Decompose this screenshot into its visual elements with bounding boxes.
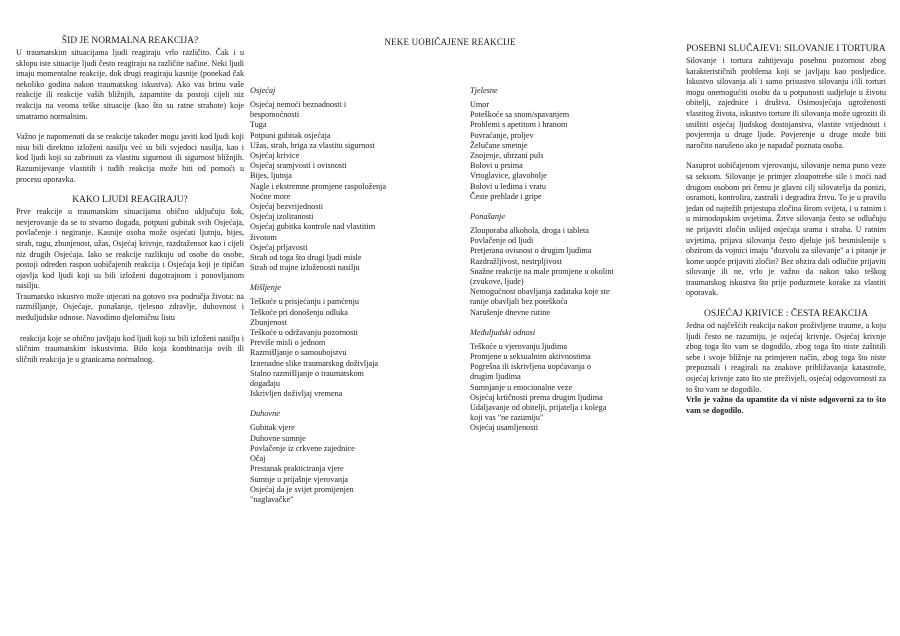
list-item: Česte prehlade i gripe xyxy=(470,191,542,201)
list-item: Tuga xyxy=(250,120,267,130)
right-column xyxy=(686,44,886,416)
section-title-physical: Tjelesne xyxy=(470,86,498,95)
middle-column-a xyxy=(250,86,468,515)
list-item: drugim ljudima xyxy=(470,372,521,382)
list-item: Osjećaj usamljenosti xyxy=(470,423,538,433)
list-item: Problemi s apetitom i hranom xyxy=(470,120,568,130)
list-item: Iskrivljen doživljaj vremena xyxy=(250,389,343,399)
list-item: Nemogućnost obavljanja zadataka koje ste xyxy=(470,287,610,297)
section-behavior xyxy=(470,212,680,318)
heading-guilt: OSJEĆAJ KRIVICE : ČESTA REAKCIJA xyxy=(704,309,868,320)
list-item: Osjećaj krtičnosti prema drugim ljudima xyxy=(470,392,603,402)
list-item: Osjećaj gubitka kontrole nad vlastitim xyxy=(250,222,376,232)
list-item: Sumnje u prijašnje vjerovanja xyxy=(250,474,348,484)
list-item: Udaljavanje od obitelji, prijatelja i kolega xyxy=(470,403,607,413)
list-item: Zbunjenost xyxy=(250,317,287,327)
list-item: Sumnjanje u emocionalne veze xyxy=(470,382,573,392)
list-relationships xyxy=(470,342,680,434)
paragraph-rape-torture: Silovanje i tortura zahtijevaju posebnu pozornost zbog karakterističnih problema koji se javljaju kao posljedice. Iskustvo silovanja ali i samo prisustvo silovanju i/ili torturi mogu onemogućiti osobu da u potpunosti sudjeluje u životu obitelji, zajednice i društva. Osimosjećaja ugroženosti vlastitog života, iskustvo torture ili silovanja može ugroziti ili uništiti osjećaj ljudskog dostojanstva, vlastite vrijednosti i povjerenja u druge ljude. Povjerenje u druge može biti naročito narušeno ako je napadač poznata osoba. xyxy=(686,56,886,150)
list-item: (zvukove, ljude) xyxy=(470,277,524,287)
list-item: Bolovi u prsima xyxy=(470,161,523,171)
list-item: Osjećaj sramjvosti i ovisnosti xyxy=(250,161,347,171)
list-item: Poteškoće sa snom/spavanjem xyxy=(470,110,570,120)
section-thinking xyxy=(250,283,468,399)
list-item: Prestanak prakticiranja vjere xyxy=(250,464,344,474)
paragraph-guilt: Jedna od najčešćih reakcija nakon proživljene traume, a koju ljudi često ne razumiju, je osjećaj krivnje. Osjećaj krivnje zbog toga što vam se dogodilo, zbog toga što niste zaštitili sebe i svoje bližnje na primjeren način, zbog toga što niste prepoznali i reagirali na znakove približavanja katastrofe, osjećaj krivnje zato što ste preživjeli, osjećaj odgovornosti za to što vam se dogodilo. xyxy=(686,321,886,394)
paragraph-rape-power: Nasuprot uobičajenom vjerovanju, silovanje nema puno veze sa seksom. Silovanje je primjer zloupotrebe sile i moći nad drugom osobom pri čemu je glavni cilj silovatelja da ponizi, osramoti, kontrolira, zastraši i degradira žrtvu. To je u pravilu jedan od najtežih prijestupa zločina širom svijeta, i u ratnim i u mirnodopskim uvjetima. Žrtve silovanja često se odlučuju ne prijaviti zločin uslijed osjećaja srama i straha. U ratnim uvjetima, prijava silovanja često djeluje još besmislenije s obzirom da vojnici imaju "dozvolu za silovanje" a i pitanje je kome uopće prijaviti zločin? Bez obzira dali odlučite prijaviti silovanje ili ne, vrlo je važno da nakon tako teškog traumatskog iskustva što prije poduzmete korake za vlastiti oporavak. xyxy=(686,161,886,298)
paragraph-intro: U traumatskim situacijama ljudi reagiraju vrlo različito. Čak i u sklopu iste situacije ljudi često reagiraju na različite načine. Neki ljudi imaju momentalne reakcije, dok drugi reagiraju kasnije (ponekad čak nekoliko godina nakon traumatskog iskustva). Ako vas brinu vaše reakcije ili reakcije vaših bližnjih, zapamtite da postoji cijeli niz reakcija na veoma teške situacije (kao što su ratne strahote) koje smatramo normalnim. xyxy=(16,48,244,121)
list-item: koji vas "ne razumiju" xyxy=(470,413,544,423)
list-item: Užas, strah, briga za vlastitu sigurnost xyxy=(250,140,375,150)
section-physical xyxy=(470,86,680,202)
section-title-feelings: Osjećaj xyxy=(250,86,276,95)
list-item: "naglavačke" xyxy=(250,494,294,504)
list-item: Previše misli o jednom xyxy=(250,338,326,348)
list-item: Osjećaj da je svijet promijenjen xyxy=(250,484,354,494)
list-item: Osjećaj prljavosti xyxy=(250,242,308,252)
list-item: Teškoće u vjerovanju ljudima xyxy=(470,341,567,351)
list-item: Osjećaj izoliranosti xyxy=(250,212,314,222)
list-item: Razdražljivost, nestrpljivost xyxy=(470,256,562,266)
list-item: Snažne reakcije na male promjene u okolini xyxy=(470,266,614,276)
list-item: Iznenadne slike traumatskog doživljaja xyxy=(250,358,378,368)
list-item: Duhovne sumnje xyxy=(250,433,306,443)
list-item: Teškoće u održavanju pozornosti xyxy=(250,328,358,338)
section-spiritual xyxy=(250,409,468,505)
list-item: Promjene u seksualnim aktivnostima xyxy=(470,352,591,362)
list-item: Potpuni gubitak osjećaja xyxy=(250,130,331,140)
paragraph-first-reactions: Prve reakcije u traumatskim situacijama obično uključuju šok, nevjerovanje da se to stvarno događa, potpuni gubitak svih Osjećaja, povlačenje i negiranje. Kasnije osoba može osjećati ljutnju, bijes, strah, tugu, zbunjenost, užas, Osjećaj krivnje, razdražensot kao i cijeli niz drugih Osjećaja. Iako se reakcije razlikuju od osobe do osobe, postoji određen raspon uobičajenih reakcija i Osjećaja koji je tipičan ojavlja kod ljudi koji su bili izloženi dugotrajnom i ponovljanom nasilju. xyxy=(16,207,244,291)
list-item: Pretjerana ovisnost o drugim ljudima xyxy=(470,246,592,256)
list-item: Želučane smetnje xyxy=(470,140,528,150)
list-item: bespomoćnosti xyxy=(250,110,300,120)
section-feelings xyxy=(250,86,468,273)
list-item: Očaj xyxy=(250,454,266,464)
list-item: Osjećaj nemoći beznadnosti i xyxy=(250,100,347,109)
page-title: NEKE UOBIČAJENE REAKCIJE xyxy=(384,37,516,47)
list-item: Vrtoglavice, glavobolje xyxy=(470,171,547,181)
middle-column-b xyxy=(470,86,680,444)
paragraph-not-responsible: Vrlo je važno da upamtite da vi niste odgovorni za to što vam se dogodilo. xyxy=(686,395,886,415)
list-physical xyxy=(470,100,680,202)
list-item: Strah od toga što drugi ljudi misle xyxy=(250,253,362,263)
list-item: Osjećaj krivice xyxy=(250,151,300,161)
list-item: Stalno razmišljanje o traumatskom xyxy=(250,368,364,378)
list-item: Razmišljanje o samoubojstvu xyxy=(250,348,347,358)
list-item: Bolovi u leđima i vratu xyxy=(470,181,546,191)
paragraph-combination: reakcija koje se obično javljaju kod ljudi koji su bili izloženi nasilju i sličnim traumatskim iskustvima. Bilo koja kombinacija ovih ili sličnih reakcija je u granicama normalnog. xyxy=(16,333,244,364)
paragraph-witnesses: Važno je napomenuti da se reakcije također mogu javiti kod ljudi koji nisu bili direktno izloženi nasilju već su bili svjedoci nasilja, kao i kod ljudi koji su zabrinuti za vlastitu sigurnost ili sigurnost bližnjih. Razumijevanje vlastitih i tuđih reakcija može biti od pomoći u procesu oporavka. xyxy=(16,132,244,184)
list-item: Povlačenje od ljudi xyxy=(470,236,534,246)
list-item: Teškoće u prisjećanju i pamćenju xyxy=(250,297,360,307)
list-item: životom xyxy=(250,232,277,242)
list-item: Noćne more xyxy=(250,191,291,201)
list-feelings xyxy=(250,100,468,273)
heading-how-people-react: KAKO LJUDI REAGIRAJU? xyxy=(72,195,188,206)
heading-normal-reaction: ŠID JE NORMALNA REAKCIJA? xyxy=(61,36,199,46)
section-relationships xyxy=(470,328,680,434)
list-item: Povlačenje iz crkvene zajednice xyxy=(250,443,355,453)
section-title-thinking: Mišljenje xyxy=(250,283,281,293)
section-title-relationships: Međuljudski odnosi xyxy=(470,327,536,337)
list-item: Bijes, ljutnja xyxy=(250,171,292,181)
list-item: Znojenje, ubrzani puls xyxy=(470,151,544,161)
list-item: Nagle i ekstremne promjene raspoloženja xyxy=(250,181,386,191)
list-item: Pogrešna ili iskrivljena uopćavanja o xyxy=(470,362,591,372)
list-item: Teškoće pri donošenju odluka xyxy=(250,307,348,317)
list-spiritual xyxy=(250,423,468,505)
list-item: događaju xyxy=(250,379,281,389)
section-title-behavior: Ponašanje xyxy=(470,212,506,222)
section-title-spiritual: Duhovne xyxy=(250,409,280,419)
list-behavior xyxy=(470,226,680,318)
paragraph-trauma-effects: Traumatsko iskustvo može utjecati na gotovo sva područja života: na razmišljanje, Osjećaje, ponašanje, tjelesno zdravlje, duhovnost i međuljudske odnose. Navodimo djelomičnu listu xyxy=(16,291,244,323)
list-item: ranije obavljali bez poteškoća xyxy=(470,297,568,307)
left-column xyxy=(16,36,244,365)
list-item: Strah od trajne izloženosti nasilju xyxy=(250,263,360,273)
list-item: Gubitak vjere xyxy=(250,423,295,433)
heading-special-cases: POSEBNI SLUČAJEVI: SILOVANJE I TORTURA xyxy=(686,44,886,54)
list-item: Umor xyxy=(470,100,490,109)
list-item: Narušenje dnevne rutine xyxy=(470,307,551,317)
list-item: Povraćanje, proljev xyxy=(470,130,534,140)
list-item: Zlouporaba alkohola, droga i tableta xyxy=(470,226,589,236)
list-thinking xyxy=(250,297,468,399)
list-item: Osjećaj bezvrijednosti xyxy=(250,202,323,212)
